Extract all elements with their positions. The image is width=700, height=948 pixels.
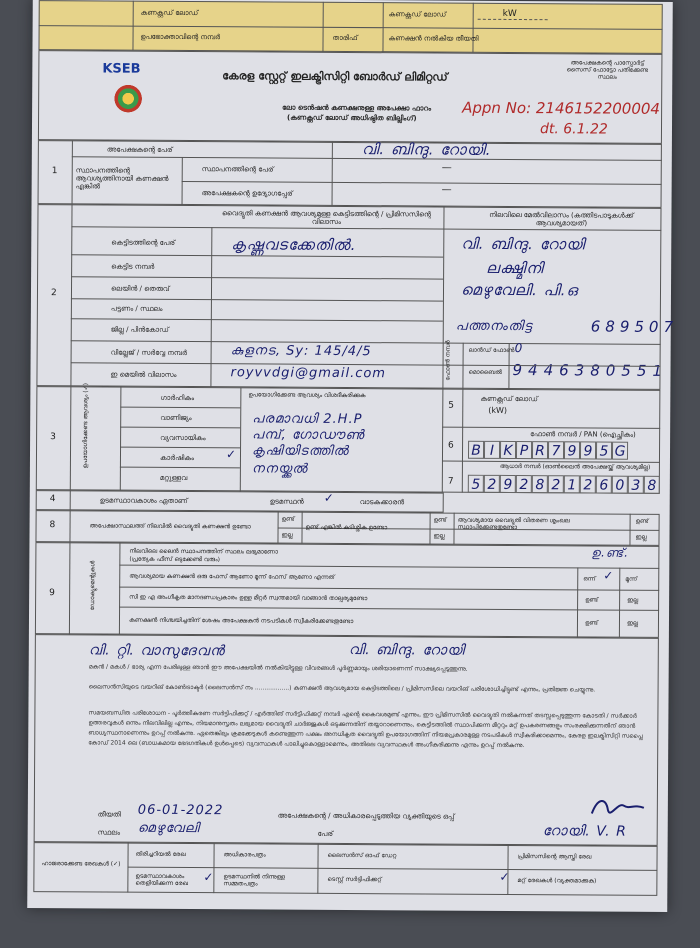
line-space-note: (പ്രത്യേക ഫീസ് ഒടുക്കേണ്ടി വരും) — [129, 555, 220, 564]
purpose-detail-2: പമ്പ്, ഗോഡൗൺ — [252, 427, 365, 444]
footer-consent: ഉടമസ്ഥനിൽ നിന്നുള്ള സമ്മതപത്രം — [223, 873, 285, 888]
footer-ownership-proof: ഉടമസ്ഥാവകാശം തെളിയിക്കുന്ന രേഖ — [135, 872, 188, 888]
application-number: Appn No: 2146152200004 — [462, 98, 661, 118]
pan-digit: R — [532, 441, 548, 459]
footer-license: ലൈസൻസ് ഓഫ് ഡേറ്റ — [327, 851, 397, 860]
email-value: royvvdgi@gmail.com — [230, 365, 387, 382]
place-label-decl: സ്ഥലം — [97, 828, 121, 837]
steps-no: ഇല്ല — [626, 619, 639, 627]
photo-box-label: അപേക്ഷകന്റെ പാസ്പോർട്ട് സൈസ് ഫോട്ടോ പതിക്കേണ്ട സ്ഥലം — [566, 59, 649, 81]
lane-label: ലെയിൻ / തെരുവ് — [110, 284, 170, 293]
aadhaar-digit: 2 — [484, 475, 500, 493]
application-form-sheet — [27, 0, 679, 912]
aadhaar-digit: 8 — [644, 476, 660, 494]
connected-load-label: കണക്റ്റഡ് ലോഡ് — [480, 394, 538, 404]
company-address — [262, 85, 264, 92]
pincode-value: 689507 — [590, 317, 679, 337]
address-line-4: പത്തനംതിട്ട — [455, 318, 533, 335]
aadhaar-digit: 2 — [548, 475, 564, 493]
purpose-industrial: വ്യവസായികം — [160, 433, 206, 443]
arrears-label: ഉണ്ട് എങ്കിൽ കുടിശ്ശിക ഉണ്ടോ — [305, 523, 388, 532]
mobile-value: 9446380551 — [512, 360, 669, 380]
aadhaar-digit: 8 — [532, 475, 548, 493]
no-8a: ഇല്ല — [281, 531, 293, 539]
footer-other-documents: മറ്റ് രേഖകൾ (വ്യക്തമാക്കുക) — [517, 877, 597, 885]
no-8c: ഇല്ല — [635, 533, 647, 541]
purpose-domestic: ഗാർഹികം — [160, 393, 195, 403]
aadhaar-digit: 2 — [516, 475, 532, 493]
village-label: വില്ലേജ് / സർവ്വേ നമ്പർ — [110, 348, 187, 358]
application-date: dt. 6.1.22 — [539, 121, 608, 138]
section-6-number: 6 — [448, 440, 454, 451]
institution-designation-dash: — — [441, 184, 452, 196]
owner-tick: ✓ — [323, 490, 334, 505]
top-label-c: താരിഫ് — [332, 33, 358, 43]
purpose-detail-3: കൃഷിയിടത്തിൽ — [251, 443, 349, 459]
building-number-label: കെട്ടിട നമ്പർ — [111, 262, 155, 271]
declaration-para-1: മകൻ / മകൾ / ഭാര്യ എന്ന പേരിലുള്ള ഞാൻ ഈ അപേക്ഷയിൽ നൽകിയിട്ടുള്ള വിവരങ്ങൾ പൂർണ്ണമായും ശരിയാണെന്ന് സാക്ഷ്യപ്പെടുത്തുന്നു. — [88, 663, 468, 673]
yes-8a: ഉണ്ട് — [281, 515, 295, 523]
top-unit: kW — [502, 8, 517, 20]
existing-connection-label: അപേക്ഷാസ്ഥലത്ത് നിലവിൽ വൈദ്യുതി കണക്ഷൻ ഉണ്ടോ — [89, 522, 251, 531]
aadhaar-digit: 9 — [500, 475, 516, 493]
aadhaar-digit: 5 — [468, 475, 484, 493]
place-value: മെഴുവേലി — [137, 820, 200, 837]
section-8-number: 8 — [49, 520, 56, 531]
aadhaar-digit: 2 — [580, 475, 596, 493]
section-4-number: 4 — [49, 494, 56, 505]
three-phase: മൂന്ന് — [625, 575, 638, 583]
agri-tick: ✓ — [225, 447, 237, 462]
phase-label: ആവശ്യമായ കണക്ഷൻ ഒരു ഫേസ് ആണോ മൂന്ന് ഫേസ് ആണോ എന്നത് — [129, 572, 335, 581]
meter-no: ഇല്ല — [627, 596, 639, 604]
company-name: കേരള സ്റ്റേറ്റ് ഇലക്ട്രിസിറ്റി ബോർഡ് ലിമിറ്റഡ് — [222, 69, 448, 84]
aadhaar-digit: 0 — [612, 476, 628, 494]
place-label: പട്ടണം / സ്ഥലം — [110, 304, 163, 313]
footer-docs-label: ഹാജരാക്കേണ്ട രേഖകൾ (✓) — [41, 860, 121, 868]
ownership-owner: ഉടമസ്ഥൻ — [269, 497, 304, 506]
footer-test-tick: ✓ — [499, 869, 510, 884]
applicant-signature — [588, 791, 648, 823]
mobile-label: മൊബൈൽ — [468, 368, 502, 376]
line-space-answer: ഉ.ണ്ട്. — [591, 545, 630, 560]
declarant-name: വി. ബിന്ദു. റോയി — [348, 641, 466, 659]
building-name-value: കൃഷ്ണവടക്കേതിൽ. — [231, 235, 357, 255]
kseb-logo-text: KSEB — [102, 61, 141, 77]
building-name-label: കെട്ടിടത്തിന്റെ പേര് — [111, 238, 176, 247]
declaration-para-3: സമയബന്ധിത പരിശോധന - പൂർത്തീകരണ സർട്ടിഫിക്കറ്റ് / എർത്തിങ് സർട്ടിഫിക്കറ്റ് നമ്പർ എന്റെ കൈവശമുണ്ട് എന്നും, ഈ പ്രിമിസസിൽ വൈദ്യുതി നൽകുന്നത് തടസ്സപ്പെടുത്തുന്ന കോടതി / സർക്കാർ ഉത്തരവുകൾ ഒന്നും നിലവിലില്ല എന്നും, നിയമാനുസൃതം ലഭ്യമായ വൈദ്യുതി ചാർജ്ജുകൾ ഒടുക്കുന്നതിന് തയ്യാറാണെന്നും, കെട്ടിടത്തിൽ സ്ഥാപിക്കുന്ന മീറ്ററും മറ്റ് ഉപകരണങ്ങളും സംരക്ഷിക്കുന്നതിന് ഞാൻ ബാധ്യസ്ഥനാണെന്നും ഉറപ്പ് നൽകുന്നു. ഏതെങ്കിലും ക്രമക്കേടുകൾ കണ്ടെത്തുന്ന പക്ഷം അനധികൃത വൈദ്യുതി ഉപയോഗത്തിന് നിയമപ്രകാരമുള്ള നടപടികൾ സ്വീകരിക്കാമെന്നും, കേരള ഇലക്ട്രിസിറ്റി സപ്ലൈ കോഡ് 2014 ലെ (ബാധകമായ ഭേദഗതികൾ ഉൾപ്പെടെ) വ്യവസ്ഥകൾ പാലിച്ചുകൊള്ളാമെന്നും, അതിലെ വ്യവസ്ഥകൾ അംഗീകരിക്കുന്നു എന്നും ഉറപ്പ് നൽകുന്നു. — [88, 709, 643, 750]
date-value: 06-01-2022 — [137, 802, 224, 819]
premises-heading: വൈദ്യുതി കണക്ഷൻ ആവശ്യമുള്ള കെട്ടിടത്തിന്റെ / പ്രിമിസസിന്റെ വിലാസം — [221, 209, 431, 226]
landline-label: ലാൻഡ് ഫോൺ — [468, 346, 515, 355]
applicant-signature-label: അപേക്ഷകന്റെ / അധികാരപ്പെടുത്തിയ വ്യക്തിയുടെ ഒപ്പ് — [277, 811, 455, 821]
pan-digit: K — [500, 441, 516, 459]
form-title: ലോ ടെൻഷൻ കണക്ഷനുള്ള അപേക്ഷാ ഫാറം — [282, 103, 432, 113]
ownership-tenant: വാടകക്കാരൻ — [359, 498, 405, 507]
footer-authorization: അധികാരപത്രം — [223, 851, 266, 859]
institution-name-label: സ്ഥാപനത്തിന്റെ പേര് — [201, 165, 274, 174]
distribution-network-label: ആവശ്യമായ വൈദ്യുതി വിതരണ ശൃംഖല സ്ഥാപിക്കേണ്ടതുണ്ടോ — [457, 516, 570, 532]
purpose-commercial: വാണിജ്യം — [160, 413, 192, 423]
footer-test-certificate: ടെസ്റ്റ് സർട്ടിഫിക്കറ്റ് — [327, 875, 382, 884]
institution-name-dash: — — [441, 162, 452, 174]
yes-8b: ഉണ്ട് — [433, 516, 447, 524]
single-phase: ഒന്ന് — [583, 575, 596, 583]
pan-digit: B — [468, 441, 484, 459]
footer-premises-document: പ്രിമിസസിന്റെ ആസ്തി രേഖ — [517, 853, 592, 861]
aadhaar-digit: 3 — [628, 476, 644, 494]
institution-label: സ്ഥാപനത്തിന്റെ ആവശ്യത്തിനായി കണക്ഷൻ എങ്കിൽ — [75, 166, 169, 191]
communication-heading: നിലവിലെ മേൽവിലാസം (കത്തിടപാടുകൾക്ക് ആവശ്യമായത്) — [489, 210, 634, 228]
aadhaar-digit: 6 — [596, 476, 612, 494]
applicant-name-label: അപേക്ഷകന്റെ പേര് — [106, 145, 173, 154]
meter-yes: ഉണ്ട് — [585, 596, 599, 604]
top-label-b: ഉപഭോക്താവിന്റെ നമ്പർ — [140, 32, 221, 42]
section-9-number: 9 — [49, 588, 55, 599]
section-3-number: 3 — [50, 432, 56, 443]
village-value: കുളനട, Sy: 145/4/5 — [230, 343, 372, 360]
purpose-detail-1: പരമാവധി 2.H.P — [252, 411, 363, 428]
declarant-father-name: വി. റ്റി. വാസുദേവൻ — [88, 642, 226, 660]
meter-label: സി ഇ എ അംഗീകൃത മാനദണ്ഡപ്രകാരം ഉള്ള മീറ്റർ സ്വന്തമായി വാങ്ങാൻ താല്പര്യമുണ്ടോ — [129, 593, 368, 603]
pan-label: ഫോൺ നമ്പർ / PAN (ഐച്ഛികം) — [530, 430, 636, 439]
form-subtitle: (കണക്റ്റഡ് ലോഡ് അധിഷ്ഠിത ബില്ലിംഗ്) — [287, 113, 417, 123]
line-space-label: നിലവിലെ ലൈൻ സ്ഥാപനത്തിന് സ്ഥലം ലഭ്യമാണോ — [129, 547, 278, 556]
pan-digit: G — [612, 442, 628, 460]
date-label: തീയതി — [97, 810, 121, 819]
pan-digit: P — [516, 441, 532, 459]
aadhaar-label: ആധാർ നമ്പർ (ഓൺലൈൻ അപേക്ഷയ്ക്ക് ആവശ്യമില്ല) — [499, 462, 651, 471]
signature-name: റോയി. V. R — [542, 823, 627, 840]
purpose-detail-heading: ഉപയോഗിക്കേണ്ട ആവശ്യം വിശദീകരിക്കുക — [248, 391, 366, 400]
name-label-decl: പേര് — [317, 829, 334, 838]
phone-label: ഫോൺ നമ്പർ — [444, 340, 452, 381]
declaration-para-2: ലൈസൻസിയുടെ വയറിങ് കോൺട്രാക്ടർ (ലൈസൻസ് നം ..................) കണക്ഷൻ ആവശ്യമായ കെട്ടിടത്തിലെ / പ്രിമിസസിലെ വയറിങ് പരിശോധിച്ചിട്ടുണ്ട് എന്നും, പ്രതിജ്ഞ ചെയ്യുന്നു. — [88, 683, 596, 694]
purpose-others: മറ്റുള്ളവ — [159, 473, 188, 483]
kseb-logo-icon — [112, 83, 144, 115]
purpose-agricultural: കാർഷികം — [159, 453, 194, 463]
address-line-2: ലക്ഷ്മിനി — [486, 258, 544, 278]
pan-digit: 7 — [548, 441, 564, 459]
purpose-side-label: ഉപയോഗിക്കേണ്ട ആവശ്യം (✓) — [81, 383, 90, 469]
address-line-3: മെഴുവേലി. പി.ഒ — [460, 280, 579, 300]
district-label: ജില്ല / പിൻകോഡ് — [110, 325, 169, 334]
email-label: ഇ മെയിൽ വിലാസം — [110, 370, 177, 379]
aadhaar-digit: 1 — [564, 475, 580, 493]
connected-load-unit: (kW) — [488, 405, 508, 415]
docs-side-label: ഡോക്യുമെന്റുകൾ — [89, 560, 97, 611]
top-label-load: കണക്റ്റഡ് ലോഡ് — [388, 10, 447, 19]
single-phase-tick: ✓ — [603, 568, 614, 583]
ownership-label: ഉടമസ്ഥാവകാശം ഏതാണ് — [99, 496, 188, 506]
pan-digit: I — [484, 441, 500, 459]
footer-ownership-tick: ✓ — [203, 870, 214, 885]
section-5-number: 5 — [448, 400, 455, 411]
landline-value: 0 — [514, 341, 524, 356]
purpose-detail-4: നനയ്ക്കൽ — [251, 461, 308, 477]
top-label-d: കണക്ഷൻ നൽകിയ തീയതി — [388, 34, 479, 43]
pan-digit: 9 — [564, 441, 580, 459]
top-label-a: കണക്റ്റഡ് ലോഡ് — [140, 8, 199, 18]
steps-label: കണക്ഷൻ നിശ്ചയിച്ചതിന് ശേഷം അപേക്ഷകൻ നടപടികൾ സ്വീകരിക്കേണ്ടതുണ്ടോ — [128, 616, 354, 626]
address-line-1: വി. ബിന്ദു. റോയി — [461, 234, 586, 254]
applicant-name-value: വി. ബിന്ദു. റോയി. — [361, 140, 492, 159]
steps-yes: ഉണ്ട് — [584, 619, 598, 627]
pan-digit: 9 — [580, 441, 596, 459]
pan-digit: 5 — [596, 442, 612, 460]
section-2-number: 2 — [50, 288, 57, 299]
section-1-number: 1 — [51, 166, 58, 177]
no-8b: ഇല്ല — [433, 532, 445, 540]
yes-8c: ഉണ്ട് — [635, 517, 649, 525]
institution-designation-label: അപേക്ഷകന്റെ ഉദ്യോഗപ്പേര് — [201, 189, 293, 198]
section-7-number: 7 — [447, 476, 454, 487]
footer-id-proof: തിരിച്ചറിയൽ രേഖ — [135, 850, 186, 859]
